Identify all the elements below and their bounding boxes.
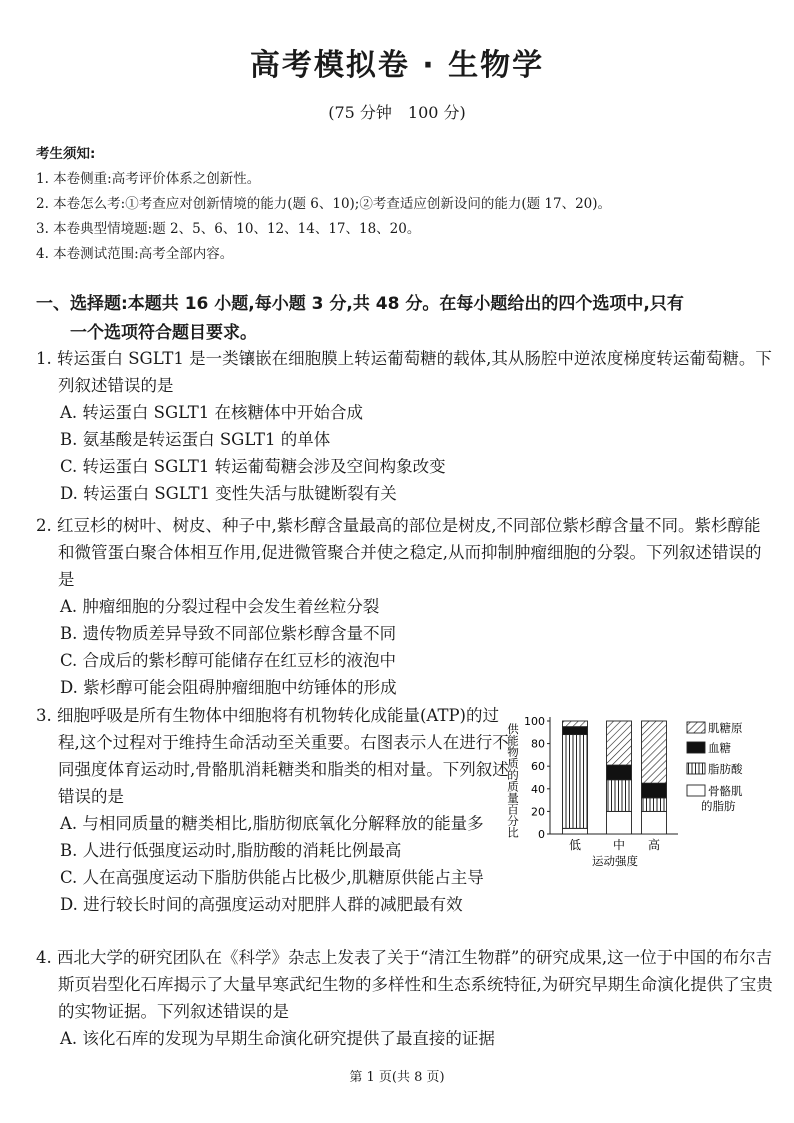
- section-instruction-line2: 一个选项符合题目要求。: [70, 323, 257, 343]
- bar-segment: [642, 798, 667, 812]
- notice-item: 1. 本卷侧重:高考评价体系之创新性。: [36, 171, 261, 187]
- legend-label: 骨骼肌: [708, 784, 743, 798]
- option-c: C. 转运蛋白 SGLT1 转运葡萄糖会涉及空间构象改变: [60, 457, 446, 476]
- y-axis-label: 供能物质的质量百分比: [506, 723, 520, 838]
- y-tick-label: 20: [531, 805, 545, 819]
- bar-segment: [642, 811, 667, 834]
- question-4: [36, 944, 776, 1052]
- section-heading: [36, 290, 776, 348]
- question-1: [36, 345, 776, 507]
- question-stem: 1. 转运蛋白 SGLT1 是一类镶嵌在细胞膜上转运葡萄糖的载体,其从肠腔中逆浓度梯度转运葡萄糖。下列叙述错误的是: [36, 349, 772, 395]
- question-stem: 2. 红豆杉的树叶、树皮、种子中,紫杉醇含量最高的部位是树皮,不同部位紫杉醇含量不同。紫杉醇能和微管蛋白聚合体相互作用,促进微管聚合并使之稳定,从而抑制肿瘤细胞的分裂。下列叙述错误的是: [36, 516, 762, 589]
- legend-label: 血糖: [708, 741, 731, 755]
- energy-source-chart: [502, 705, 764, 873]
- legend-label: 肌糖原: [708, 721, 743, 735]
- option-a: A. 与相同质量的糖类相比,脂肪彻底氧化分解释放的能量多: [60, 814, 484, 833]
- y-tick-label: 100: [524, 715, 545, 728]
- legend-label-cont: 的脂肪: [701, 799, 736, 813]
- exam-duration-score: (75 分钟 100 分): [328, 103, 466, 122]
- x-axis-label: 运动强度: [592, 854, 638, 868]
- option-b: B. 遗传物质差异导致不同部位紫杉醇含量不同: [60, 624, 397, 643]
- section-instruction-line1: 一、选择题:本题共 16 小题,每小题 3 分,共 48 分。在每小题给出的四个选项中,只有: [36, 294, 684, 314]
- option-d: D. 转运蛋白 SGLT1 变性失活与肽键断裂有关: [60, 484, 397, 503]
- y-tick-label: 0: [538, 828, 545, 841]
- legend-swatch: [687, 742, 705, 753]
- option-d: D. 紫杉醇可能会阻碍肿瘤细胞中纺锤体的形成: [60, 678, 397, 697]
- bar-segment: [642, 721, 667, 783]
- question-stem: 3. 细胞呼吸是所有生物体中细胞将有机物转化成能量(ATP)的过程,这个过程对于维持生命活动至关重要。右图表示人在进行不同强度体育运动时,骨骼肌消耗糖类和脂类的相对量。下列叙述错误的是: [36, 706, 509, 806]
- notice-item: 4. 本卷测试范围:高考全部内容。: [36, 246, 234, 262]
- legend-swatch: [687, 722, 705, 733]
- y-tick-label: 60: [531, 760, 545, 774]
- bar-segment: [563, 828, 588, 834]
- option-d: D. 进行较长时间的高强度运动对肥胖人群的减肥最有效: [60, 895, 463, 914]
- x-tick-label: 中: [612, 838, 626, 852]
- page-title: 高考模拟卷 · 生物学: [249, 48, 545, 83]
- question-stem: 4. 西北大学的研究团队在《科学》杂志上发表了关于“清江生物群”的研究成果,这一位于中国的布尔吉斯页岩型化石库揭示了大量早寒武纪生物的多样性和生态系统特征,为研究早期生命演化提供了宝贵的实物证据。下列叙述错误的是: [36, 948, 773, 1021]
- option-c: C. 合成后的紫杉醇可能储存在红豆杉的液泡中: [60, 651, 397, 670]
- bar-segment: [607, 811, 632, 834]
- page-number: 第 1 页(共 8 页): [349, 1070, 445, 1085]
- legend-swatch: [687, 785, 705, 796]
- option-a: A. 该化石库的发现为早期生命演化研究提供了最直接的证据: [60, 1029, 495, 1048]
- bar-segment: [563, 727, 588, 735]
- y-tick-label: 80: [531, 737, 545, 751]
- y-tick-label: 40: [531, 782, 545, 796]
- bar-segment: [642, 783, 667, 798]
- x-tick-label: 高: [647, 838, 661, 852]
- option-a: A. 肿瘤细胞的分裂过程中会发生着丝粒分裂: [60, 597, 380, 616]
- bar-segment: [563, 721, 588, 727]
- notice-item: 3. 本卷典型情境题:题 2、5、6、10、12、14、17、18、20。: [36, 221, 421, 237]
- legend-label: 脂肪酸: [708, 762, 743, 776]
- bar-segment: [607, 721, 632, 765]
- x-tick-label: 低: [568, 838, 582, 852]
- bar-segment: [607, 780, 632, 812]
- notice-item: 2. 本卷怎么考:①考查应对创新情境的能力(题 6、10);②考查适应创新设问的能力(题 17、20)。: [36, 196, 612, 212]
- legend-swatch: [687, 763, 705, 774]
- notice-heading: 考生须知:: [36, 146, 96, 162]
- bar-segment: [607, 765, 632, 780]
- question-2: [36, 512, 776, 701]
- option-c: C. 人在高强度运动下脂肪供能占比极少,肌糖原供能占主导: [60, 868, 484, 887]
- option-a: A. 转运蛋白 SGLT1 在核糖体中开始合成: [60, 403, 363, 422]
- option-b: B. 人进行低强度运动时,脂肪酸的消耗比例最高: [60, 841, 402, 860]
- option-b: B. 氨基酸是转运蛋白 SGLT1 的单体: [60, 430, 331, 449]
- bar-segment: [563, 735, 588, 829]
- candidate-notice: [36, 142, 766, 267]
